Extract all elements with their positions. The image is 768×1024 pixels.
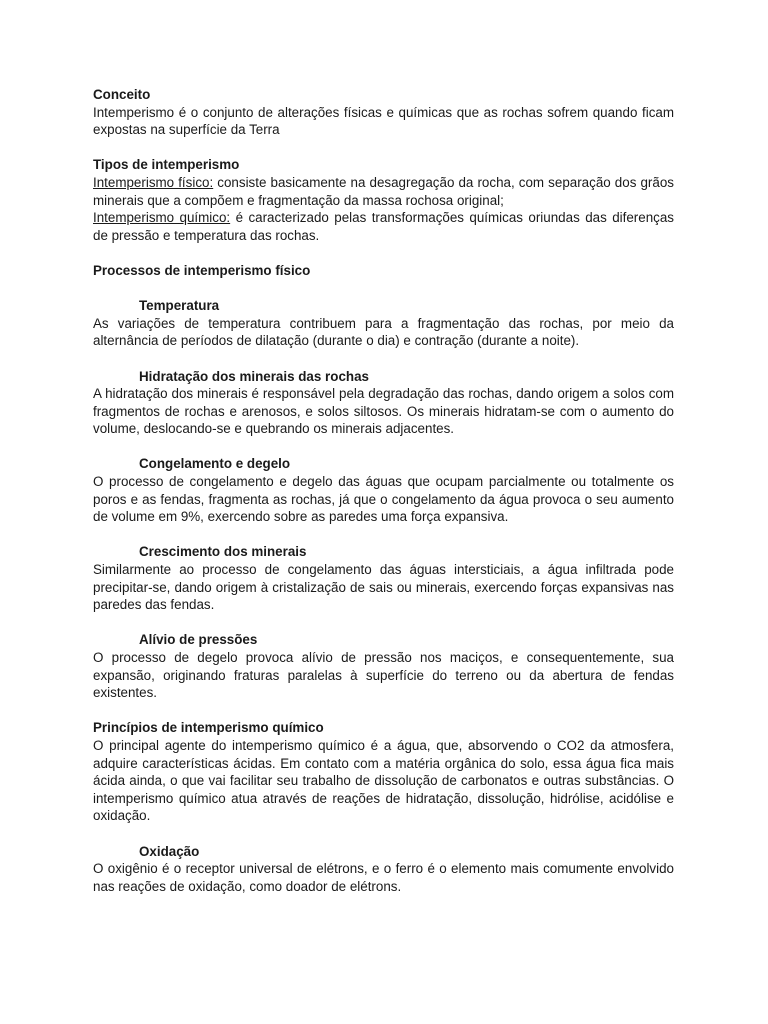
heading-tipos: Tipos de intemperismo: [93, 157, 240, 173]
section-hidratacao: [93, 368, 674, 438]
subheading-crescimento: Crescimento dos minerais: [139, 544, 307, 560]
section-processos-heading: [93, 262, 674, 280]
paragraph-temperatura: As variações de temperatura contribuem para a fragmentação das rochas, por meio da alternância de períodos de dilatação (durante o dia) e contração (durante a noite).: [93, 315, 674, 349]
subheading-alivio: Alívio de pressões: [139, 632, 258, 648]
heading-conceito: Conceito: [93, 87, 151, 102]
section-congelamento: [93, 455, 674, 525]
paragraph-conceito: Intemperismo é o conjunto de alterações físicas e químicas que as rochas sofrem quando ficam expostas na superfície da Terra: [93, 104, 674, 138]
section-crescimento: [93, 543, 674, 613]
paragraph-congelamento: O processo de congelamento e degelo das águas que ocupam parcialmente ou totalmente os poros e as fendas, fragmenta as rochas, já que o congelamento da água provoca o seu aumento de volume em 9%, exercendo sobre as paredes uma força expansiva.: [93, 474, 674, 525]
text-intemperismo-quimico: é caracterizado pelas transformações químicas oriundas das diferenças de pressão e temperatura das rochas.: [93, 210, 674, 243]
heading-processos: Processos de intemperismo físico: [93, 262, 311, 278]
paragraph-fisico: [93, 174, 674, 209]
section-oxidacao: [93, 843, 674, 896]
paragraph-alivio: O processo de degelo provoca alívio de pressão nos maciços, e consequentemente, sua expansão, originando fraturas paralelas à superfície do terreno ou da abertura de fendas existentes.: [93, 650, 674, 701]
subheading-temperatura: Temperatura: [139, 298, 220, 314]
paragraph-crescimento: Similarmente ao processo de congelamento das águas intersticiais, a água infiltrada pode precipitar-se, dando origem à cristalização de sais ou minerais, exercendo forças expansivas nas paredes das fendas.: [93, 562, 674, 613]
section-alivio: [93, 631, 674, 701]
paragraph-principios: O principal agente do intemperismo químico é a água, que, absorvendo o CO2 da atmosfera, adquire características ácidas. Em contato com a matéria orgânica do solo, essa água fica mais ácida ainda, o que vai facilitar seu trabalho de dissolução de carbonatos e outras substâncias. O intemperismo químico atua através de reações de hidratação, dissolução, hidrólise, acidólise e oxidação.: [93, 737, 674, 824]
section-conceito: [93, 86, 674, 139]
subheading-hidratacao: Hidratação dos minerais das rochas: [139, 368, 369, 384]
term-intemperismo-quimico: Intemperismo químico:: [93, 210, 231, 226]
subheading-oxidacao: Oxidação: [139, 843, 200, 859]
section-tipos: [93, 156, 674, 244]
heading-principios: Princípios de intemperismo químico: [93, 720, 324, 736]
paragraph-oxidacao: O oxigênio é o receptor universal de elétrons, e o ferro é o elemento mais comumente envolvido nas reações de oxidação, como doador de elétrons.: [93, 861, 674, 894]
section-principios: [93, 719, 674, 825]
section-temperatura: [93, 297, 674, 350]
term-intemperismo-fisico: Intemperismo físico:: [93, 174, 214, 190]
paragraph-hidratacao: A hidratação dos minerais é responsável pela degradação das rochas, dando origem a solos com fragmentos de rochas e arenosos, e solos siltosos. Os minerais hidratam-se com o aumento do volume, deslocando-se e quebrando os minerais adjacentes.: [93, 386, 674, 437]
text-intemperismo-fisico: consiste basicamente na desagregação da rocha, com separação dos grãos minerais que a compõem e fragmentação da massa rochosa original;: [93, 174, 674, 208]
paragraph-quimico: [93, 209, 674, 244]
subheading-congelamento: Congelamento e degelo: [139, 456, 291, 472]
